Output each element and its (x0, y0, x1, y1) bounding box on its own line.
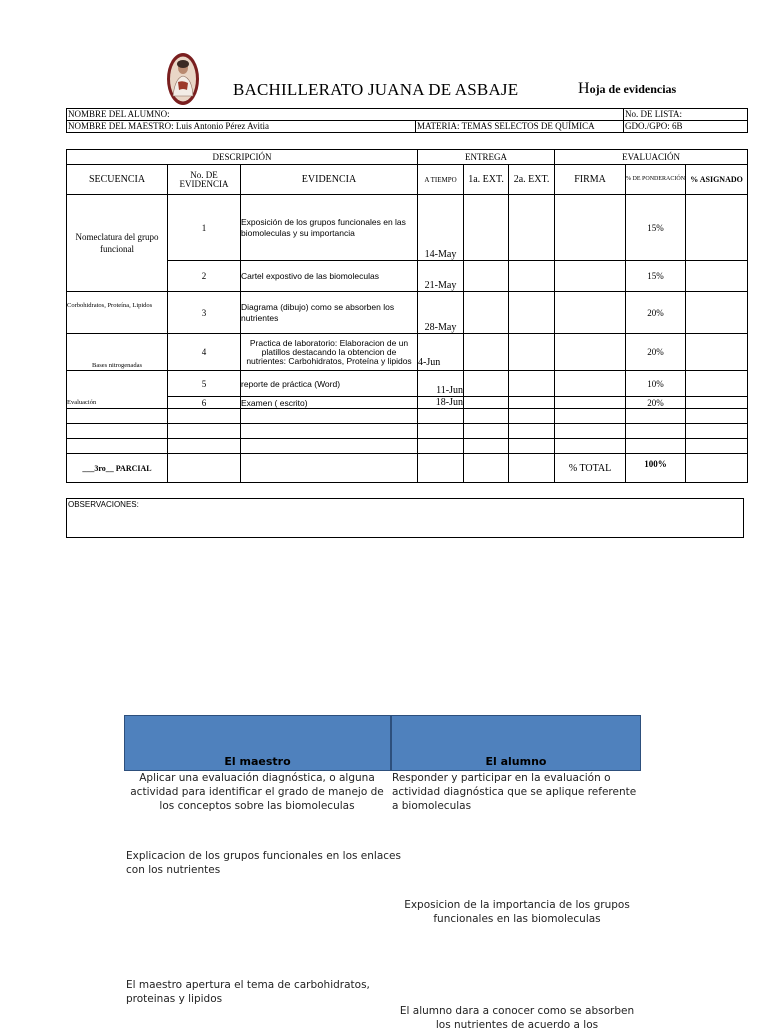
ext2-cell-4[interactable] (509, 334, 555, 371)
sheet-title: Hoja de evidencias (578, 80, 677, 97)
teacher-activity-1: Aplicar una evaluación diagnóstica, o alguna actividad para identificar el grado de manejo de los conceptos sobre las biomoleculas (130, 772, 384, 812)
ext2-cell-6[interactable] (509, 397, 555, 409)
total-label: % TOTAL (555, 454, 626, 483)
evidence-no-1: 1 (168, 195, 241, 261)
observations-label: OBSERVACIONES: (68, 500, 139, 509)
assigned-cell-1[interactable] (686, 195, 748, 261)
weight-3: 20% (626, 292, 686, 334)
student-name-field[interactable]: NOMBRE DEL ALUMNO: (67, 109, 624, 121)
signature-cell-1[interactable] (555, 195, 626, 261)
date-6: 18-Jun (418, 397, 464, 409)
assigned-cell-2[interactable] (686, 261, 748, 292)
group-field: GDO./GPO: 6B (624, 121, 748, 133)
evidence-6: Examen ( escrito) (241, 397, 418, 409)
evidence-3: Diagrama (dibujo) como se absorben los nutrientes (241, 292, 418, 334)
teacher-name: NOMBRE DEL MAESTRO: Luis Antonio Pérez Avitia (67, 121, 416, 133)
weight-2: 15% (626, 261, 686, 292)
ext2-column-header: 2a. EXT. (509, 165, 555, 195)
signature-cell-6[interactable] (555, 397, 626, 409)
ext1-cell-3[interactable] (464, 292, 509, 334)
school-crest-icon (166, 52, 200, 106)
sequence-cell-nomenclature: Nomeclatura del grupo funcional (67, 195, 168, 292)
weight-6: 20% (626, 397, 686, 409)
signature-cell-5[interactable] (555, 371, 626, 397)
ext2-cell-3[interactable] (509, 292, 555, 334)
student-activity-2: Exposicion de la importancia de los grupos funcionales en las biomoleculas (404, 899, 630, 925)
student-activity-3: El alumno dara a conocer como se absorben los nutrientes de acuerdo a los (399, 1005, 635, 1031)
empty-row (67, 409, 748, 424)
student-activity-1: Responder y participar en la evaluación o actividad diagnóstica que se aplique referente a biomoleculas (392, 772, 637, 812)
observations-box[interactable] (66, 498, 744, 538)
sequence-column-header: SECUENCIA (67, 165, 168, 195)
signature-cell-4[interactable] (555, 334, 626, 371)
sequence-cell-evaluation: Evaluación (67, 371, 168, 409)
ext1-cell-1[interactable] (464, 195, 509, 261)
assigned-column-header: % ASIGNADO (686, 165, 748, 195)
ext1-cell-2[interactable] (464, 261, 509, 292)
ext2-cell-2[interactable] (509, 261, 555, 292)
evidence-column-header: EVIDENCIA (241, 165, 418, 195)
on-time-column-header: A TIEMPO (418, 165, 464, 195)
evidence-no-2: 2 (168, 261, 241, 292)
student-column-header: El alumno (391, 715, 641, 771)
assigned-cell-4[interactable] (686, 334, 748, 371)
evidence-4: Practica de laboratorio: Elaboracion de un platillos destacando la obtencion de nutrientes: Carbohidratos, Proteína y lipidos (241, 334, 418, 371)
subject-name: MATERIA: TEMAS SELECTOS DE QUÍMICA (416, 121, 624, 133)
assigned-cell-5[interactable] (686, 371, 748, 397)
empty-row (67, 424, 748, 439)
date-5: 11-Jun (418, 371, 464, 397)
weighting-column-header: % DE PONDERACIÓN (626, 165, 686, 195)
assigned-cell-6[interactable] (686, 397, 748, 409)
evidence-1: Exposición de los grupos funcionales en las biomoleculas y su importancia (241, 195, 418, 261)
evidence-no-4: 4 (168, 334, 241, 371)
evidence-no-column-header: No. DE EVIDENCIA (168, 165, 241, 195)
ext2-cell-5[interactable] (509, 371, 555, 397)
teacher-activity-3: El maestro apertura el tema de carbohidratos, proteinas y lipidos (126, 979, 370, 1005)
ext2-cell-1[interactable] (509, 195, 555, 261)
evaluation-group-header: EVALUACIÓN (555, 150, 748, 165)
evidence-no-3: 3 (168, 292, 241, 334)
evidence-5: reporte de práctica (Word) (241, 371, 418, 397)
weight-5: 10% (626, 371, 686, 397)
ext1-column-header: 1a. EXT. (464, 165, 509, 195)
description-group-header: DESCRIPCIÓN (67, 150, 418, 165)
evidence-no-6: 6 (168, 397, 241, 409)
sequence-cell-carbohydrates: Corbohidratos, Proteína, Lipidos (67, 292, 168, 334)
date-3: 28-May (418, 292, 464, 334)
ext1-cell-5[interactable] (464, 371, 509, 397)
signature-cell-2[interactable] (555, 261, 626, 292)
info-table (66, 108, 748, 133)
date-2: 21-May (418, 261, 464, 292)
total-value: 100% (626, 454, 686, 483)
sequence-cell-nitrogenous-bases: Bases nitrogenadas (67, 334, 168, 371)
ext1-cell-4[interactable] (464, 334, 509, 371)
date-4: 4-Jun (418, 334, 464, 371)
date-1: 14-May (418, 195, 464, 261)
evidence-table (66, 149, 748, 483)
signature-column-header: FIRMA (555, 165, 626, 195)
list-number-field[interactable]: No. DE LISTA: (624, 109, 748, 121)
weight-4: 20% (626, 334, 686, 371)
weight-1: 15% (626, 195, 686, 261)
teacher-column-header: El maestro (124, 715, 391, 771)
delivery-group-header: ENTREGA (418, 150, 555, 165)
teacher-activity-2: Explicacion de los grupos funcionales en los enlaces con los nutrientes (126, 850, 401, 876)
school-name: BACHILLERATO JUANA DE ASBAJE (233, 80, 519, 99)
partial-label: ___3ro__ PARCIAL (67, 454, 168, 483)
assigned-cell-3[interactable] (686, 292, 748, 334)
empty-row (67, 439, 748, 454)
evidence-no-5: 5 (168, 371, 241, 397)
evidence-2: Cartel expostivo de las biomoleculas (241, 261, 418, 292)
activities-header (124, 715, 641, 771)
signature-cell-3[interactable] (555, 292, 626, 334)
ext1-cell-6[interactable] (464, 397, 509, 409)
